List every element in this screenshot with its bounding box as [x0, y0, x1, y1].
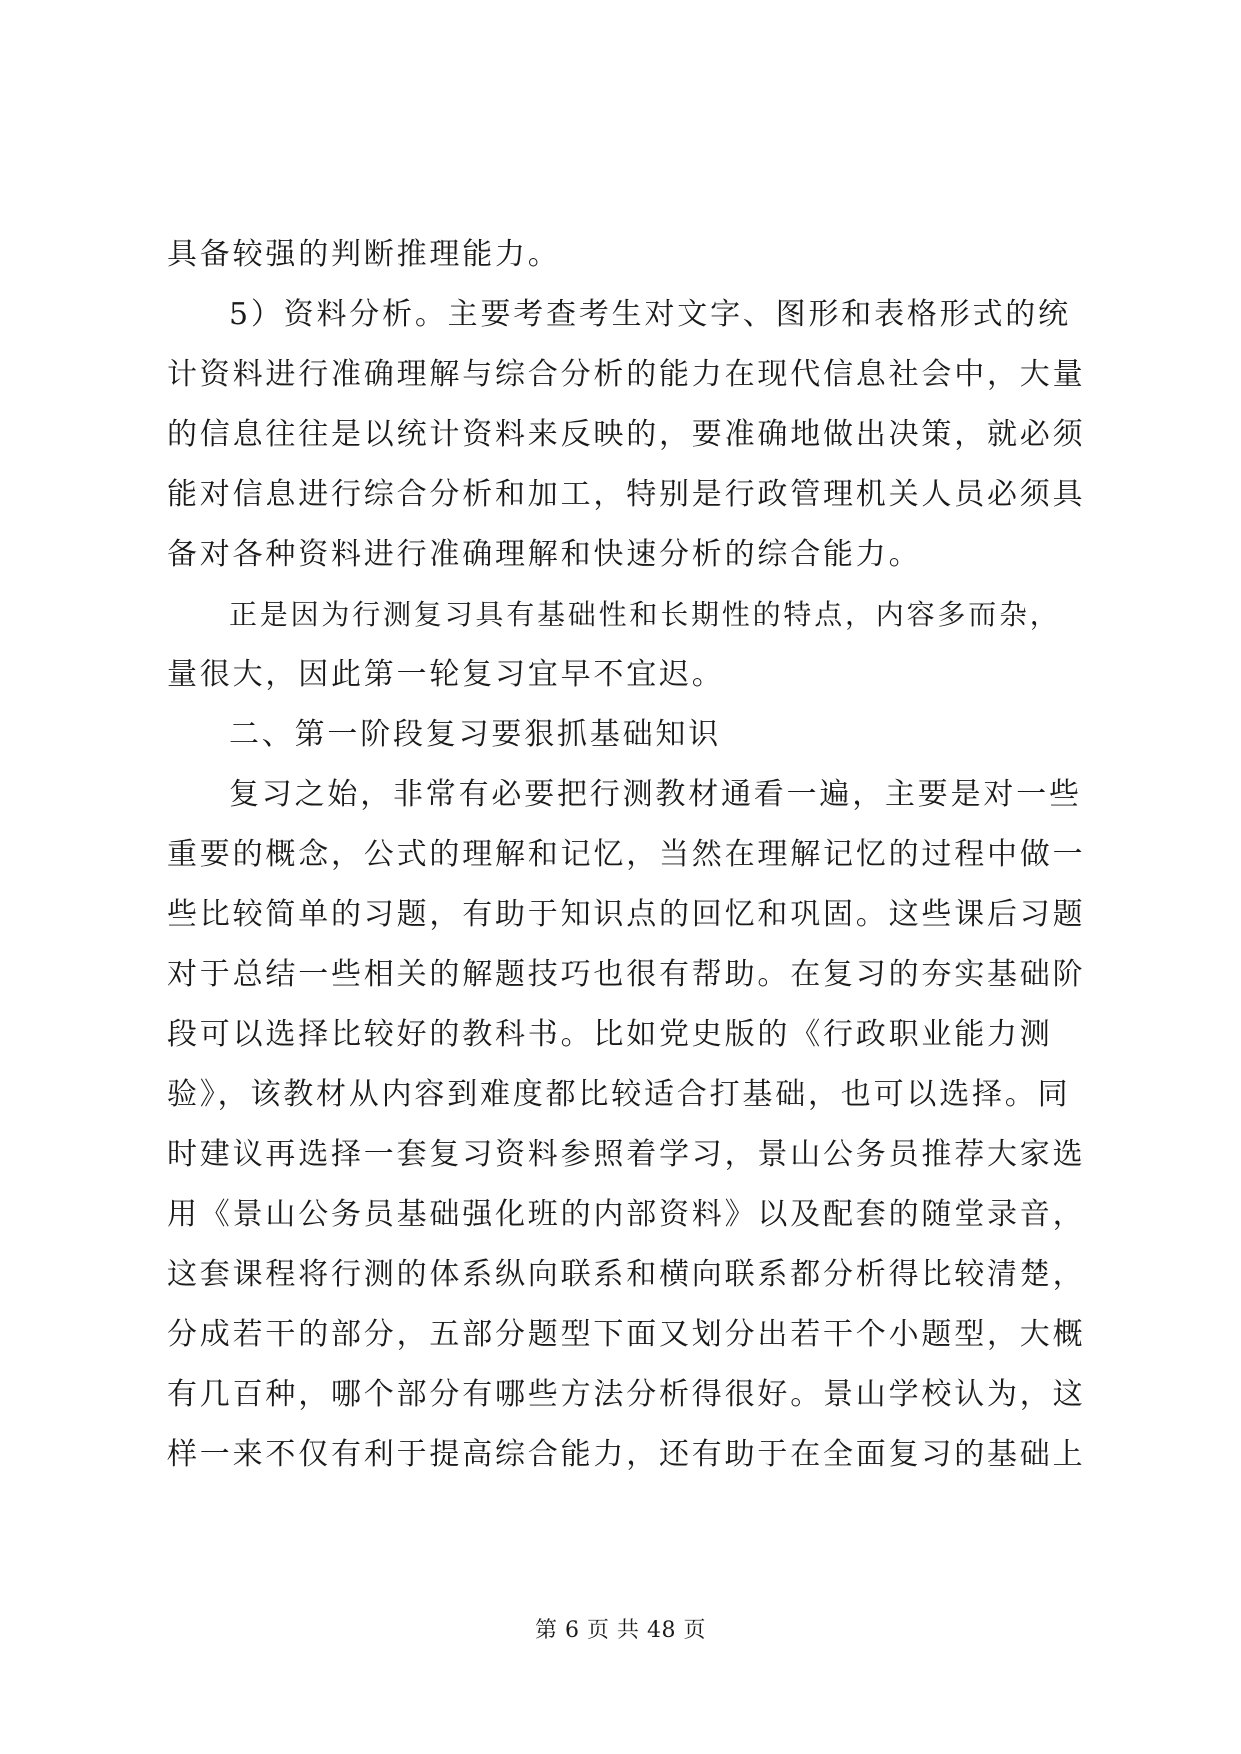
text-line: 量很大，因此第一轮复习宜早不宜迟。	[167, 657, 725, 692]
text-line: 5）资料分析。主要考查考生对文字、图形和表格形式的统	[229, 297, 1071, 332]
text-line: 重要的概念，公式的理解和记忆，当然在理解记忆的过程中做一	[167, 837, 1086, 872]
text-line: 样一来不仅有利于提高综合能力，还有助于在全面复习的基础上	[167, 1437, 1086, 1472]
text-line: 复习之始，非常有必要把行测教材通看一遍，主要是对一些	[229, 777, 1082, 812]
text-line: 对于总结一些相关的解题技巧也很有帮助。在复习的夯实基础阶	[167, 957, 1086, 992]
text-line: 验》，该教材从内容到难度都比较适合打基础，也可以选择。同	[167, 1077, 1071, 1112]
text-line: 用《景山公务员基础强化班的内部资料》以及配套的随堂录音，	[167, 1197, 1086, 1232]
page-number-footer: 第 6 页 共 48 页	[535, 1618, 706, 1643]
text-line: 的信息往往是以统计资料来反映的，要准确地做出决策，就必须	[167, 417, 1086, 452]
text-line: 能对信息进行综合分析和加工，特别是行政管理机关人员必须具	[167, 477, 1086, 512]
section-heading: 二、第一阶段复习要狠抓基础知识	[229, 717, 721, 752]
text-line: 具备较强的判断推理能力。	[167, 237, 561, 272]
text-line: 计资料进行准确理解与综合分析的能力在现代信息社会中，大量	[167, 357, 1086, 392]
text-line: 正是因为行测复习具有基础性和长期性的特点，内容多而杂，	[229, 598, 1061, 631]
text-line: 时建议再选择一套复习资料参照着学习，景山公务员推荐大家选	[167, 1137, 1086, 1172]
text-line: 有几百种，哪个部分有哪些方法分析得很好。景山学校认为，这	[167, 1377, 1086, 1412]
text-line: 些比较简单的习题，有助于知识点的回忆和巩固。这些课后习题	[167, 897, 1086, 932]
body-text	[167, 225, 1087, 1485]
text-line: 分成若干的部分，五部分题型下面又划分出若干个小题型，大概	[167, 1317, 1086, 1352]
text-line: 备对各种资料进行准确理解和快速分析的综合能力。	[167, 537, 922, 572]
text-line: 这套课程将行测的体系纵向联系和横向联系都分析得比较清楚，	[167, 1257, 1086, 1292]
text-line: 段可以选择比较好的教科书。比如党史版的《行政职业能力测	[167, 1017, 1053, 1052]
